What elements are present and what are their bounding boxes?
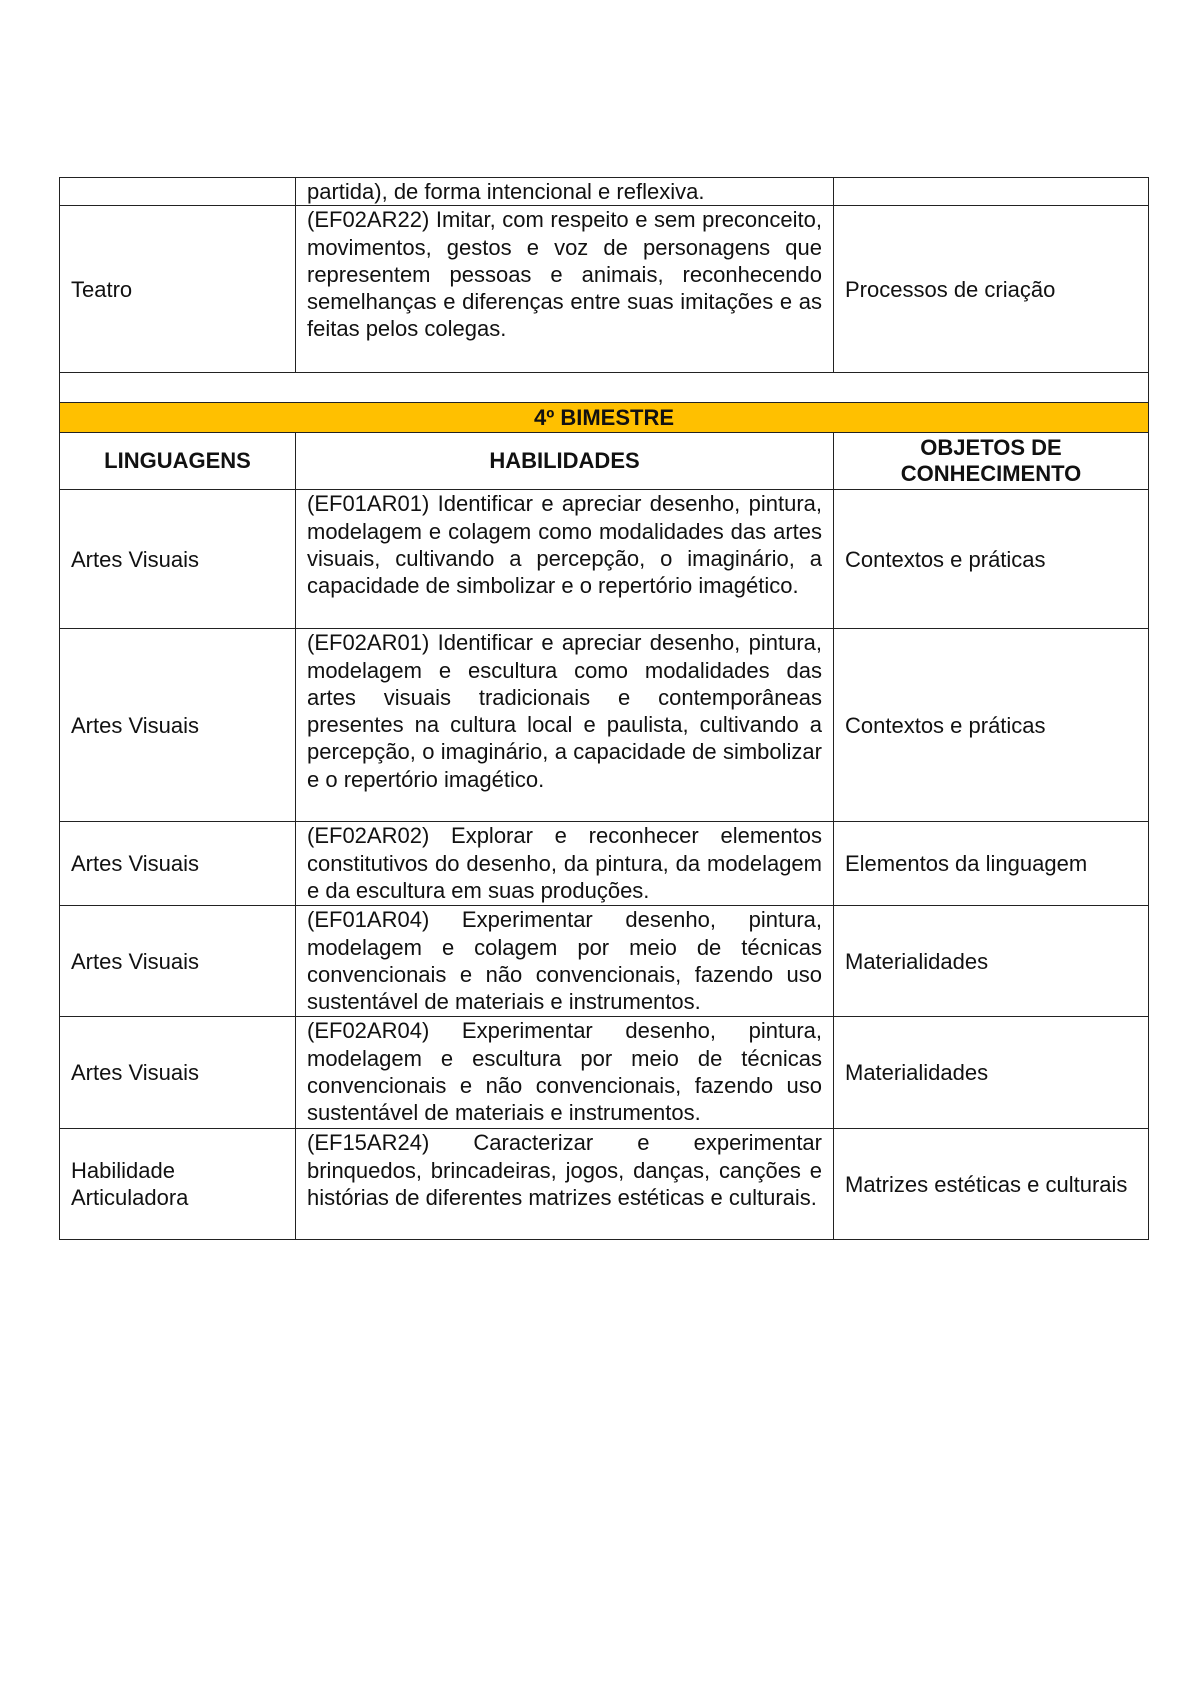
header-row xyxy=(60,433,1149,490)
table-row xyxy=(60,822,1149,906)
habilidade-cell: (EF02AR04) Experimentar desenho, pintura, modelagem e escultura por meio de técnicas convencionais e não convencionais, fazendo uso sustentável de materiais e instrumentos. xyxy=(296,1017,834,1129)
habilidade-cell: (EF02AR22) Imitar, com respeito e sem preconceito, movimentos, gestos e voz de personagens que representem pessoas e animais, reconhecendo semelhanças e diferenças entre suas imitações e as feitas pelos colegas. xyxy=(296,206,834,373)
spacer-row xyxy=(60,373,1149,403)
section-band xyxy=(60,403,1149,433)
table-row xyxy=(60,906,1149,1017)
habilidade-cell: (EF02AR02) Explorar e reconhecer elementos constitutivos do desenho, da pintura, da modelagem e da escultura em suas produções. xyxy=(296,822,834,906)
linguagem-cell: Teatro xyxy=(60,206,296,373)
table-row xyxy=(60,206,1149,373)
table-row xyxy=(60,1129,1149,1240)
linguagem-cell xyxy=(60,178,296,206)
section-title: 4º BIMESTRE xyxy=(60,403,1149,433)
linguagem-cell: Artes Visuais xyxy=(60,906,296,1017)
header-objetos: OBJETOS DE CONHECIMENTO xyxy=(834,433,1149,490)
objeto-cell: Elementos da linguagem xyxy=(834,822,1149,906)
header-linguagens: LINGUAGENS xyxy=(60,433,296,490)
objeto-cell: Processos de criação xyxy=(834,206,1149,373)
table-row xyxy=(60,490,1149,629)
objeto-cell: Materialidades xyxy=(834,1017,1149,1129)
curriculum-table xyxy=(59,177,1149,1240)
header-habilidades: HABILIDADES xyxy=(296,433,834,490)
linguagem-cell: Artes Visuais xyxy=(60,490,296,629)
habilidade-cell: (EF01AR01) Identificar e apreciar desenho, pintura, modelagem e colagem como modalidades das artes visuais, cultivando a percepção, o imaginário, a capacidade de simbolizar e o repertório imagético. xyxy=(296,490,834,629)
habilidade-cell: partida), de forma intencional e reflexiva. xyxy=(296,178,834,206)
linguagem-cell: Artes Visuais xyxy=(60,629,296,822)
spacer-cell xyxy=(60,373,1149,403)
objeto-cell: Contextos e práticas xyxy=(834,629,1149,822)
habilidade-cell: (EF02AR01) Identificar e apreciar desenho, pintura, modelagem e escultura como modalidades das artes visuais tradicionais e contemporâneas presentes na cultura local e paulista, cultivando a percepção, o imaginário, a capacidade de simbolizar e o repertório imagético. xyxy=(296,629,834,822)
objeto-cell xyxy=(834,178,1149,206)
linguagem-cell: Artes Visuais xyxy=(60,1017,296,1129)
linguagem-cell: Artes Visuais xyxy=(60,822,296,906)
table-row xyxy=(60,178,1149,206)
habilidade-cell: (EF01AR04) Experimentar desenho, pintura, modelagem e colagem por meio de técnicas convencionais e não convencionais, fazendo uso sustentável de materiais e instrumentos. xyxy=(296,906,834,1017)
objeto-cell: Contextos e práticas xyxy=(834,490,1149,629)
objeto-cell: Materialidades xyxy=(834,906,1149,1017)
table-row xyxy=(60,629,1149,822)
table-row xyxy=(60,1017,1149,1129)
linguagem-cell: Habilidade Articuladora xyxy=(60,1129,296,1240)
habilidade-cell: (EF15AR24) Caracterizar e experimentar brinquedos, brincadeiras, jogos, danças, canções e histórias de diferentes matrizes estéticas e culturais. xyxy=(296,1129,834,1240)
objeto-cell: Matrizes estéticas e culturais xyxy=(834,1129,1149,1240)
